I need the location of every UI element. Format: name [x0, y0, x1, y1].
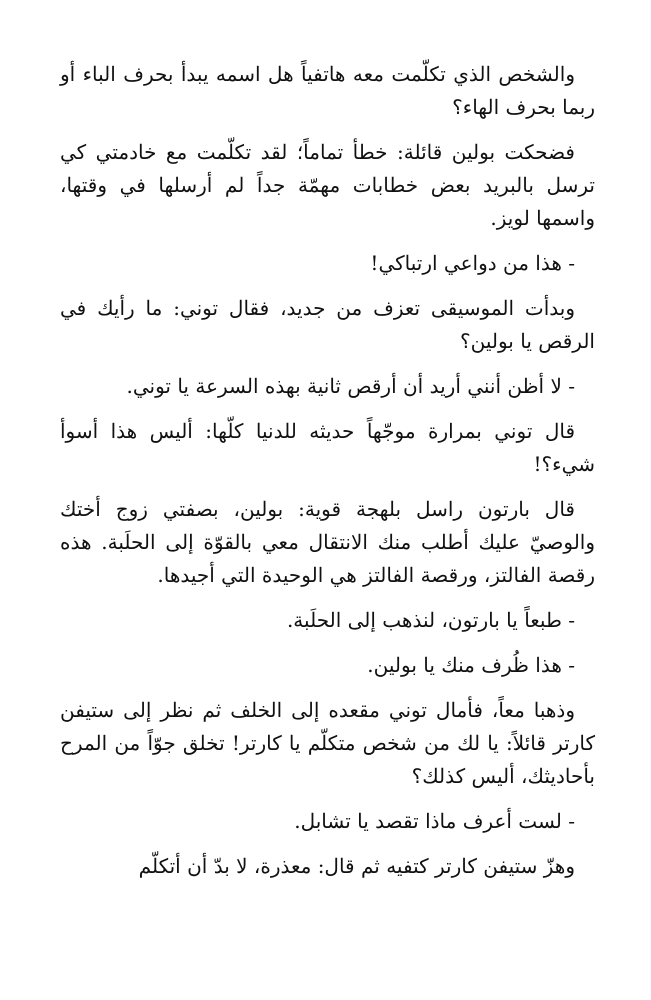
book-page: [60, 58, 595, 895]
paragraph: قال توني بمرارة موجّهاً حديثه للدنيا كلّها: أليس هذا أسوأ شيء؟!: [60, 419, 595, 476]
paragraph: وذهبا معاً، فأمال توني مقعده إلى الخلف ثم نظر إلى ستيفن كارتر قائلاً: يا لك من شخص متكلّم يا كارتر! تخلق جوّاً من المرح بأحاديثك، أليس كذلك؟: [60, 698, 595, 788]
paragraph: وبدأت الموسيقى تعزف من جديد، فقال توني: ما رأيك في الرقص يا بولين؟: [60, 296, 595, 353]
paragraph: قال بارتون راسل بلهجة قوية: بولين، بصفتي زوج أختك والوصيّ عليك أطلب منك الانتقال معي بالقوّة إلى الحلَبة. هذه رقصة الفالتز، ورقصة الفالتز هي الوحيدة التي أجيدها.: [60, 497, 596, 587]
dialogue-line: - هذا ظُرف منك يا بولين.: [367, 653, 575, 677]
dialogue-line: - هذا من دواعي ارتباكي!: [370, 251, 575, 275]
paragraph: وهزّ ستيفن كارتر كتفيه ثم قال: معذرة، لا بدّ أن أتكلّم: [138, 854, 575, 878]
paragraph: والشخص الذي تكلّمت معه هاتفياً هل اسمه يبدأ بحرف الباء أو ربما بحرف الهاء؟: [60, 62, 595, 119]
dialogue-line: - طبعاً يا بارتون، لنذهب إلى الحلَبة.: [286, 608, 575, 632]
paragraph: فضحكت بولين قائلة: خطأ تماماً؛ لقد تكلّمت مع خادمتي كي ترسل بالبريد بعض خطابات مهمّة جداً لم أرسلها في وقتها، واسمها لويز.: [60, 140, 595, 230]
dialogue-line: - لا أظن أنني أريد أن أرقص ثانية بهذه السرعة يا توني.: [126, 374, 575, 398]
dialogue-line: - لست أعرف ماذا تقصد يا تشابل.: [294, 809, 575, 833]
